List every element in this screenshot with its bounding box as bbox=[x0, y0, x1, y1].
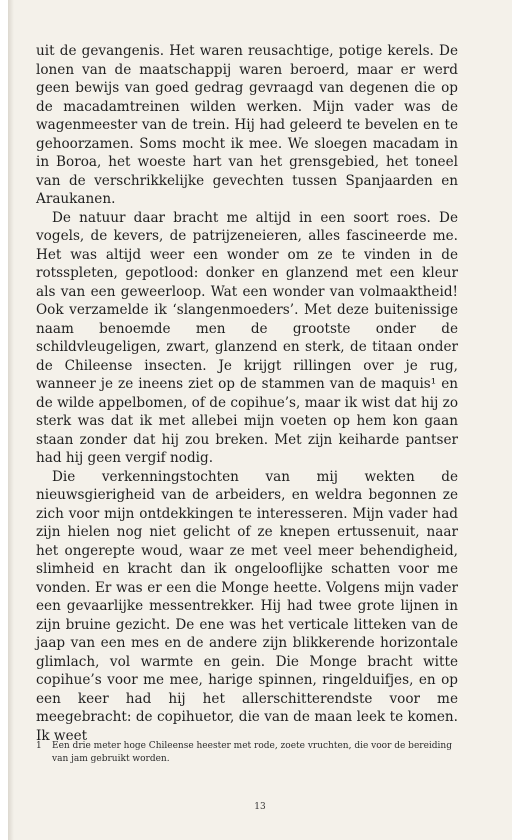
body-text bbox=[36, 42, 458, 745]
book-page bbox=[8, 0, 512, 840]
paragraph-3: Die verkenningstochten van mij wekten de nieuwsgierigheid van de arbeiders, en weldra begonnen ze zich voor mijn ontdekkingen te interesseren. Mijn vader had zijn hielen nog niet gelicht of ze knepen ertussenuit, naar het ongerepte woud, waar ze met veel meer behendigheid, slimheid en kracht dan ik ongelooflijke schatten voor me vonden. Er was er een die Monge heette. Volgens mijn vader een gevaarlijke messentrekker. Hij had twee grote lijnen in zijn bruine gezicht. De ene was het verticale litteken van de jaap van een mes en de andere zijn blikkerende horizontale glimlach, vol warmte en gein. Die Monge bracht witte copihue’s voor me mee, harige spinnen, ringelduifjes, en op een keer had hij het allerschitterendste voor me meegebracht: de copihuetor, die van de maan leek te komen. Ik weet bbox=[36, 468, 458, 744]
footnote-text: Een drie meter hoge Chileense heester met rode, zoete vruchten, die voor de bereiding van jam gebruikt worden. bbox=[52, 741, 452, 764]
page-gutter-shadow bbox=[8, 0, 14, 840]
paragraph-1: uit de gevangenis. Het waren reusachtige, potige kerels. De lonen van de maatschappij waren beroerd, maar er werd geen bewijs van goed gedrag gevraagd van degenen die op de macadamtreinen wilden werken. Mijn vader was de wagenmeester van de trein. Hij had geleerd te bevelen en te gehoorzamen. Soms mocht ik mee. We sloegen macadam in in Boroa, het woeste hart van het grensgebied, het toneel van de verschrikkelijke gevechten tussen Spanjaarden en Araukanen. bbox=[36, 43, 458, 207]
paragraph-2: De natuur daar bracht me altijd in een soort roes. De vogels, de kevers, de patrijzeneieren, alles fascineerde me. Het was altijd weer een wonder om ze te vinden in de rotsspleten, gepotlood: donker en glanzend met een kleur als van een geweerloop. Wat een wonder van volmaaktheid! Ook verzamelde ik ‘slangenmoeders’. Met deze buitenissige naam benoemde men de grootste onder de schildvleugeligen, zwart, glanzend en sterk, de titaan onder de Chileense insecten. Je krijgt rillingen over je rug, wanneer je ze ineens ziet op de stammen van de maquis¹ en de wilde appelbomen, of de copihue’s, maar ik wist dat hij zo sterk was dat ik met allebei mijn voeten op hem kon gaan staan zonder dat hij zou breken. Met zijn keiharde pantser had hij geen vergif nodig. bbox=[36, 209, 458, 466]
footnote-number: 1 bbox=[36, 741, 42, 751]
footnote bbox=[36, 740, 454, 766]
page-number: 13 bbox=[254, 802, 266, 812]
